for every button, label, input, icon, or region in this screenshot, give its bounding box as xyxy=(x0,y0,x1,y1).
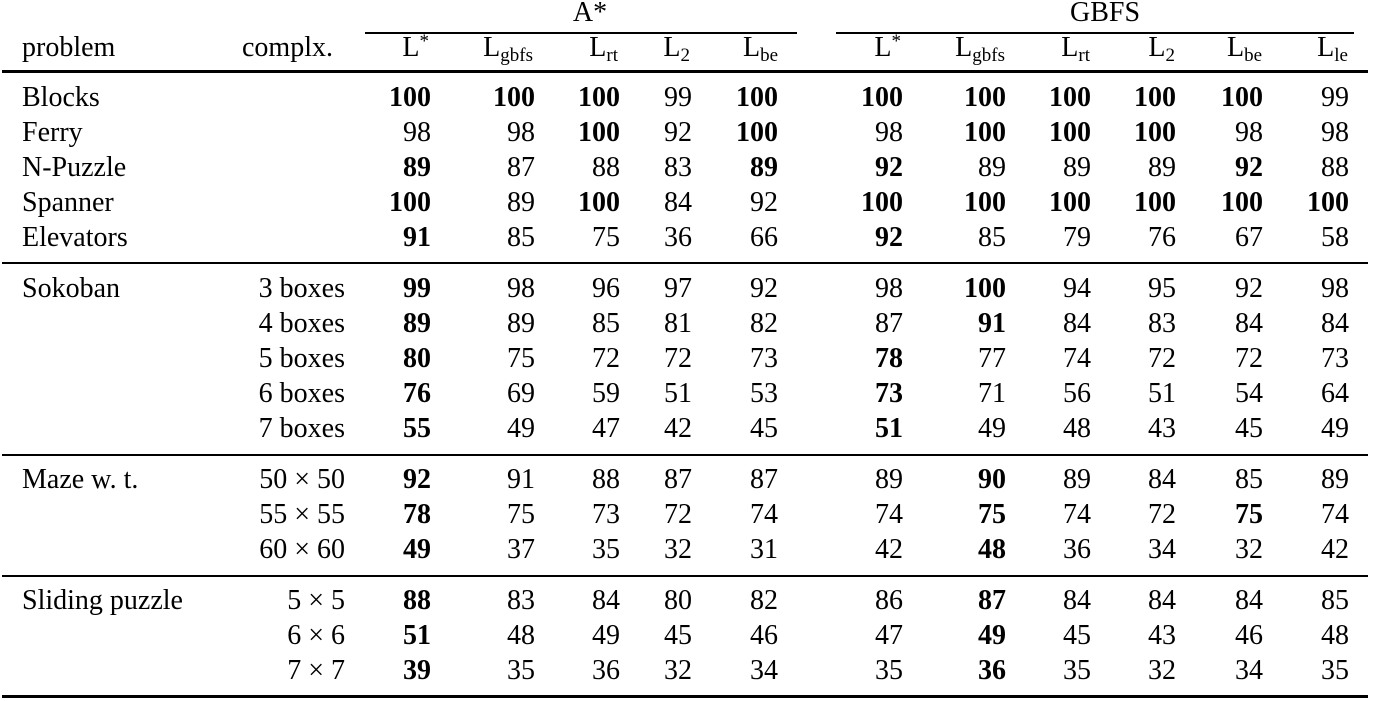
cell-astar-3: 81 xyxy=(664,308,692,339)
cell-gbfs-1: 75 xyxy=(978,499,1006,530)
cell-gbfs-1: 85 xyxy=(978,222,1006,253)
cell-gbfs-2: 79 xyxy=(1063,222,1091,253)
cell-astar-0: 91 xyxy=(403,222,431,253)
cell-astar-1: 37 xyxy=(507,534,535,565)
group-header-astar: A* xyxy=(572,0,608,28)
column-header-gbfs-star: L* xyxy=(874,31,901,63)
cell-gbfs-2: 89 xyxy=(1063,464,1091,495)
cell-astar-0: 99 xyxy=(403,273,431,304)
cell-astar-1: 75 xyxy=(507,499,535,530)
cell-astar-4: 53 xyxy=(750,378,778,409)
cell-complexity: 60 × 60 xyxy=(259,534,345,565)
cell-gbfs-3: 76 xyxy=(1148,222,1176,253)
column-header-complexity: complx. xyxy=(242,32,333,63)
cell-gbfs-0: 98 xyxy=(875,273,903,304)
cell-astar-2: 96 xyxy=(592,273,620,304)
cell-astar-2: 100 xyxy=(578,82,620,113)
cell-complexity: 6 × 6 xyxy=(287,620,345,651)
column-header-astar-gbfs: $L_{gbfs}$ xyxy=(483,32,533,66)
cell-astar-0: 100 xyxy=(389,82,431,113)
cell-astar-2: 75 xyxy=(592,222,620,253)
cell-astar-0: 89 xyxy=(403,152,431,183)
cell-gbfs-0: 92 xyxy=(875,222,903,253)
cell-gbfs-1: 100 xyxy=(964,82,1006,113)
cell-gbfs-0: 100 xyxy=(861,187,903,218)
cell-gbfs-5: 100 xyxy=(1307,187,1349,218)
cell-gbfs-5: 64 xyxy=(1321,378,1349,409)
cell-astar-4: 74 xyxy=(750,499,778,530)
cell-astar-4: 45 xyxy=(750,413,778,444)
cell-gbfs-2: 45 xyxy=(1063,620,1091,651)
column-header-problem: problem xyxy=(22,32,116,63)
cell-gbfs-0: 35 xyxy=(875,655,903,686)
cell-astar-4: 100 xyxy=(736,82,778,113)
cell-astar-3: 72 xyxy=(664,499,692,530)
cell-gbfs-3: 72 xyxy=(1148,343,1176,374)
cell-gbfs-3: 34 xyxy=(1148,534,1176,565)
cell-astar-1: 35 xyxy=(507,655,535,686)
cell-gbfs-5: 58 xyxy=(1321,222,1349,253)
cell-gbfs-1: 36 xyxy=(978,655,1006,686)
cell-gbfs-5: 49 xyxy=(1321,413,1349,444)
cell-gbfs-5: 98 xyxy=(1321,117,1349,148)
cell-problem: Sokoban xyxy=(22,273,120,304)
cell-complexity: 6 boxes xyxy=(258,378,345,409)
cell-gbfs-3: 83 xyxy=(1148,308,1176,339)
cell-astar-4: 100 xyxy=(736,117,778,148)
cell-astar-3: 99 xyxy=(664,82,692,113)
cell-astar-1: 48 xyxy=(507,620,535,651)
cell-gbfs-1: 87 xyxy=(978,585,1006,616)
cell-gbfs-5: 74 xyxy=(1321,499,1349,530)
cell-gbfs-5: 85 xyxy=(1321,585,1349,616)
cell-gbfs-2: 100 xyxy=(1049,82,1091,113)
cell-gbfs-4: 84 xyxy=(1235,585,1263,616)
column-header-gbfs-le: $L_{le}$ xyxy=(1317,32,1348,66)
cell-astar-0: 89 xyxy=(403,308,431,339)
cell-astar-2: 73 xyxy=(592,499,620,530)
cell-gbfs-0: 100 xyxy=(861,82,903,113)
cell-complexity: 3 boxes xyxy=(258,273,345,304)
cell-astar-4: 87 xyxy=(750,464,778,495)
cell-gbfs-0: 42 xyxy=(875,534,903,565)
cell-astar-4: 92 xyxy=(750,187,778,218)
cell-astar-2: 72 xyxy=(592,343,620,374)
section-rule-1 xyxy=(2,262,1368,264)
cell-astar-0: 55 xyxy=(403,413,431,444)
cell-astar-1: 98 xyxy=(507,117,535,148)
cell-gbfs-3: 72 xyxy=(1148,499,1176,530)
cell-complexity: 50 × 50 xyxy=(259,464,345,495)
cell-gbfs-5: 73 xyxy=(1321,343,1349,374)
cell-gbfs-4: 100 xyxy=(1221,82,1263,113)
cell-astar-1: 69 xyxy=(507,378,535,409)
cell-gbfs-1: 100 xyxy=(964,273,1006,304)
cell-gbfs-0: 73 xyxy=(875,378,903,409)
cell-astar-0: 51 xyxy=(403,620,431,651)
cell-gbfs-5: 35 xyxy=(1321,655,1349,686)
column-header-astar-rt: $L_{rt}$ xyxy=(589,32,618,66)
cell-astar-0: 100 xyxy=(389,187,431,218)
cell-astar-2: 49 xyxy=(592,620,620,651)
cell-astar-1: 89 xyxy=(507,308,535,339)
cell-gbfs-5: 89 xyxy=(1321,464,1349,495)
cell-astar-1: 75 xyxy=(507,343,535,374)
cell-gbfs-2: 74 xyxy=(1063,499,1091,530)
cell-astar-3: 72 xyxy=(664,343,692,374)
cell-astar-2: 88 xyxy=(592,152,620,183)
column-header-astar-star: L* xyxy=(402,31,429,63)
cell-astar-4: 31 xyxy=(750,534,778,565)
cell-astar-1: 100 xyxy=(493,82,535,113)
cell-gbfs-5: 42 xyxy=(1321,534,1349,565)
cell-gbfs-0: 74 xyxy=(875,499,903,530)
cell-gbfs-2: 84 xyxy=(1063,308,1091,339)
cell-astar-1: 85 xyxy=(507,222,535,253)
cell-gbfs-0: 47 xyxy=(875,620,903,651)
cell-gbfs-2: 89 xyxy=(1063,152,1091,183)
cell-gbfs-1: 89 xyxy=(978,152,1006,183)
cell-complexity: 55 × 55 xyxy=(259,499,345,530)
cell-gbfs-4: 92 xyxy=(1235,273,1263,304)
cell-gbfs-5: 99 xyxy=(1321,82,1349,113)
cell-astar-1: 83 xyxy=(507,585,535,616)
cell-astar-3: 80 xyxy=(664,585,692,616)
cell-gbfs-2: 74 xyxy=(1063,343,1091,374)
cell-gbfs-2: 100 xyxy=(1049,187,1091,218)
cell-astar-4: 82 xyxy=(750,308,778,339)
cell-problem: Spanner xyxy=(22,187,114,218)
cell-gbfs-0: 92 xyxy=(875,152,903,183)
cell-gbfs-3: 84 xyxy=(1148,464,1176,495)
cell-gbfs-1: 90 xyxy=(978,464,1006,495)
cell-problem: Blocks xyxy=(22,82,100,113)
cell-astar-2: 59 xyxy=(592,378,620,409)
cell-gbfs-0: 86 xyxy=(875,585,903,616)
cell-gbfs-2: 100 xyxy=(1049,117,1091,148)
header-rule xyxy=(2,70,1368,73)
cell-gbfs-1: 71 xyxy=(978,378,1006,409)
cell-gbfs-0: 98 xyxy=(875,117,903,148)
cell-problem: Sliding puzzle xyxy=(22,585,183,616)
cell-gbfs-5: 98 xyxy=(1321,273,1349,304)
cell-astar-2: 100 xyxy=(578,117,620,148)
cell-problem: Ferry xyxy=(22,117,83,148)
cell-gbfs-3: 84 xyxy=(1148,585,1176,616)
cell-astar-1: 87 xyxy=(507,152,535,183)
cell-astar-3: 42 xyxy=(664,413,692,444)
cell-gbfs-1: 100 xyxy=(964,187,1006,218)
cell-gbfs-5: 88 xyxy=(1321,152,1349,183)
cell-gbfs-1: 49 xyxy=(978,413,1006,444)
cell-astar-0: 98 xyxy=(403,117,431,148)
cell-astar-4: 89 xyxy=(750,152,778,183)
cell-astar-2: 47 xyxy=(592,413,620,444)
cell-gbfs-3: 89 xyxy=(1148,152,1176,183)
cell-problem: Maze w. t. xyxy=(22,464,139,495)
cell-gbfs-1: 49 xyxy=(978,620,1006,651)
cell-astar-2: 100 xyxy=(578,187,620,218)
cell-astar-1: 49 xyxy=(507,413,535,444)
cell-complexity: 7 boxes xyxy=(258,413,345,444)
cell-gbfs-2: 56 xyxy=(1063,378,1091,409)
cell-astar-0: 49 xyxy=(403,534,431,565)
cell-gbfs-3: 43 xyxy=(1148,413,1176,444)
cell-astar-3: 36 xyxy=(664,222,692,253)
cell-gbfs-4: 34 xyxy=(1235,655,1263,686)
cell-gbfs-0: 89 xyxy=(875,464,903,495)
column-header-gbfs-be: $L_{be}$ xyxy=(1226,32,1262,66)
cell-gbfs-5: 48 xyxy=(1321,620,1349,651)
cell-complexity: 5 × 5 xyxy=(287,585,345,616)
section-rule-2 xyxy=(2,454,1368,456)
cell-gbfs-4: 75 xyxy=(1235,499,1263,530)
cell-astar-0: 39 xyxy=(403,655,431,686)
cell-gbfs-3: 51 xyxy=(1148,378,1176,409)
cell-gbfs-2: 36 xyxy=(1063,534,1091,565)
cell-astar-3: 32 xyxy=(664,534,692,565)
group-rule-astar xyxy=(365,32,797,34)
column-header-gbfs-rt: $L_{rt}$ xyxy=(1061,32,1090,66)
cell-astar-3: 32 xyxy=(664,655,692,686)
cell-astar-4: 46 xyxy=(750,620,778,651)
column-header-astar-2: $L_2$ xyxy=(663,32,690,66)
cell-gbfs-2: 35 xyxy=(1063,655,1091,686)
cell-astar-0: 88 xyxy=(403,585,431,616)
cell-gbfs-3: 100 xyxy=(1134,187,1176,218)
cell-gbfs-4: 92 xyxy=(1235,152,1263,183)
cell-gbfs-1: 100 xyxy=(964,117,1006,148)
cell-astar-1: 91 xyxy=(507,464,535,495)
cell-astar-4: 73 xyxy=(750,343,778,374)
cell-gbfs-0: 51 xyxy=(875,413,903,444)
cell-gbfs-4: 72 xyxy=(1235,343,1263,374)
cell-gbfs-2: 94 xyxy=(1063,273,1091,304)
cell-astar-4: 34 xyxy=(750,655,778,686)
cell-gbfs-4: 54 xyxy=(1235,378,1263,409)
cell-astar-4: 66 xyxy=(750,222,778,253)
section-rule-3 xyxy=(2,575,1368,577)
cell-gbfs-3: 32 xyxy=(1148,655,1176,686)
column-header-gbfs-gbfs: $L_{gbfs}$ xyxy=(955,32,1005,66)
cell-complexity: 5 boxes xyxy=(258,343,345,374)
cell-astar-1: 98 xyxy=(507,273,535,304)
cell-gbfs-2: 48 xyxy=(1063,413,1091,444)
cell-gbfs-4: 32 xyxy=(1235,534,1263,565)
cell-astar-0: 78 xyxy=(403,499,431,530)
column-header-gbfs-2: $L_2$ xyxy=(1148,32,1175,66)
cell-astar-4: 92 xyxy=(750,273,778,304)
cell-gbfs-4: 46 xyxy=(1235,620,1263,651)
cell-gbfs-1: 48 xyxy=(978,534,1006,565)
cell-astar-2: 36 xyxy=(592,655,620,686)
cell-astar-0: 76 xyxy=(403,378,431,409)
cell-astar-0: 80 xyxy=(403,343,431,374)
cell-gbfs-3: 100 xyxy=(1134,82,1176,113)
cell-gbfs-5: 84 xyxy=(1321,308,1349,339)
cell-gbfs-4: 67 xyxy=(1235,222,1263,253)
cell-astar-0: 92 xyxy=(403,464,431,495)
cell-astar-3: 45 xyxy=(664,620,692,651)
cell-astar-3: 87 xyxy=(664,464,692,495)
cell-gbfs-1: 77 xyxy=(978,343,1006,374)
cell-astar-1: 89 xyxy=(507,187,535,218)
cell-astar-2: 85 xyxy=(592,308,620,339)
cell-gbfs-4: 84 xyxy=(1235,308,1263,339)
cell-astar-3: 92 xyxy=(664,117,692,148)
cell-astar-3: 83 xyxy=(664,152,692,183)
cell-gbfs-0: 78 xyxy=(875,343,903,374)
cell-gbfs-4: 98 xyxy=(1235,117,1263,148)
cell-gbfs-3: 43 xyxy=(1148,620,1176,651)
cell-gbfs-3: 100 xyxy=(1134,117,1176,148)
cell-gbfs-4: 85 xyxy=(1235,464,1263,495)
cell-problem: Elevators xyxy=(22,222,128,253)
cell-astar-3: 51 xyxy=(664,378,692,409)
group-rule-gbfs xyxy=(836,32,1354,34)
cell-complexity: 7 × 7 xyxy=(287,655,345,686)
column-header-astar-be: $L_{be}$ xyxy=(742,32,778,66)
cell-astar-2: 88 xyxy=(592,464,620,495)
cell-astar-2: 84 xyxy=(592,585,620,616)
cell-astar-2: 35 xyxy=(592,534,620,565)
cell-astar-3: 97 xyxy=(664,273,692,304)
group-header-gbfs: GBFS xyxy=(1069,0,1141,28)
cell-astar-4: 82 xyxy=(750,585,778,616)
bottom-rule xyxy=(2,695,1368,698)
cell-gbfs-4: 100 xyxy=(1221,187,1263,218)
cell-problem: N-Puzzle xyxy=(22,152,127,183)
cell-gbfs-2: 84 xyxy=(1063,585,1091,616)
cell-gbfs-0: 87 xyxy=(875,308,903,339)
cell-astar-3: 84 xyxy=(664,187,692,218)
cell-gbfs-1: 91 xyxy=(978,308,1006,339)
cell-complexity: 4 boxes xyxy=(258,308,345,339)
cell-gbfs-4: 45 xyxy=(1235,413,1263,444)
cell-gbfs-3: 95 xyxy=(1148,273,1176,304)
